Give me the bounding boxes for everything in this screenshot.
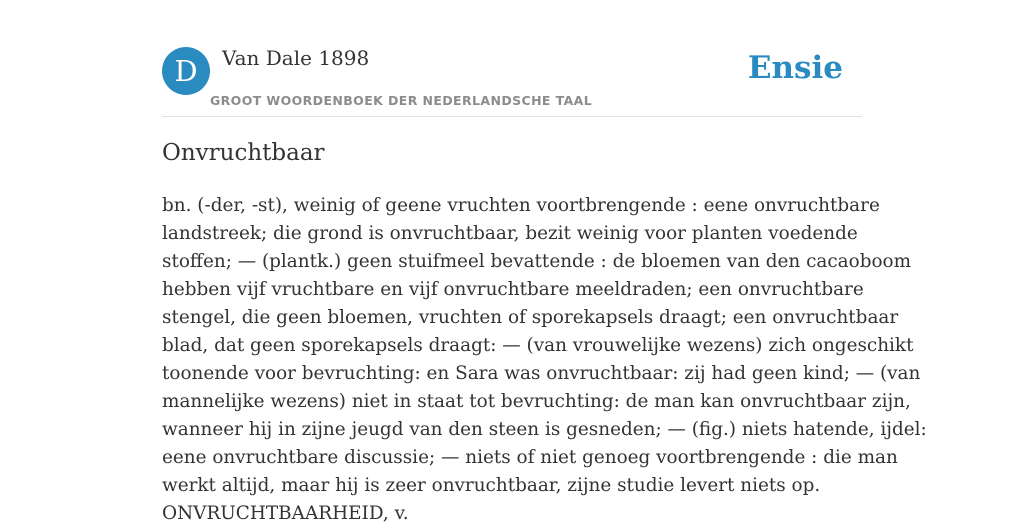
- dictionary-avatar[interactable]: D: [162, 47, 210, 95]
- definition-line: mannelijke wezens) niet in staat tot bevruchting: de man kan onvruchtbaar zijn,: [162, 391, 911, 412]
- entry-headword: Onvruchtbaar: [162, 140, 325, 166]
- definition-line: ONVRUCHTBAARHEID, v.: [162, 503, 409, 524]
- ensie-logo-link[interactable]: Ensie: [747, 50, 843, 86]
- entry-card: [162, 0, 927, 524]
- definition-line: stengel, die geen bloemen, vruchten of sporekapsels draagt; een onvruchtbaar: [162, 307, 899, 328]
- definition-line: bn. (-der, -st), weinig of geene vruchten voortbrengende : eene onvruchtbare: [162, 195, 880, 216]
- definition-line: eene onvruchtbare discussie; — niets of niet genoeg voortbrengende : die man: [162, 447, 898, 468]
- definition-line: hebben vijf vruchtbare en vijf onvruchtbare meeldraden; een onvruchtbare: [162, 279, 864, 300]
- entry-definition: [162, 192, 927, 528]
- definition-line: werkt altijd, maar hij is zeer onvruchtbaar, zijne studie levert niets op.: [162, 475, 821, 496]
- definition-line: blad, dat geen sporekapsels draagt: — (van vrouwelijke wezens) zich ongeschikt: [162, 335, 914, 356]
- definition-line: wanneer hij in zijne jeugd van den steen is gesneden; — (fig.) niets hatende, ijdel:: [162, 419, 927, 440]
- dictionary-header: [162, 0, 862, 117]
- dictionary-name-link[interactable]: Van Dale 1898: [222, 46, 370, 70]
- definition-line: stoffen; — (plantk.) geen stuifmeel bevattende : de bloemen van den cacaoboom: [162, 251, 912, 272]
- definition-line: toonende voor bevruchting: en Sara was onvruchtbaar: zij had geen kind; — (van: [162, 363, 921, 384]
- definition-line: landstreek; die grond is onvruchtbaar, bezit weinig voor planten voedende: [162, 223, 858, 244]
- dictionary-subtitle: GROOT WOORDENBOEK DER NEDERLANDSCHE TAAL: [210, 93, 593, 108]
